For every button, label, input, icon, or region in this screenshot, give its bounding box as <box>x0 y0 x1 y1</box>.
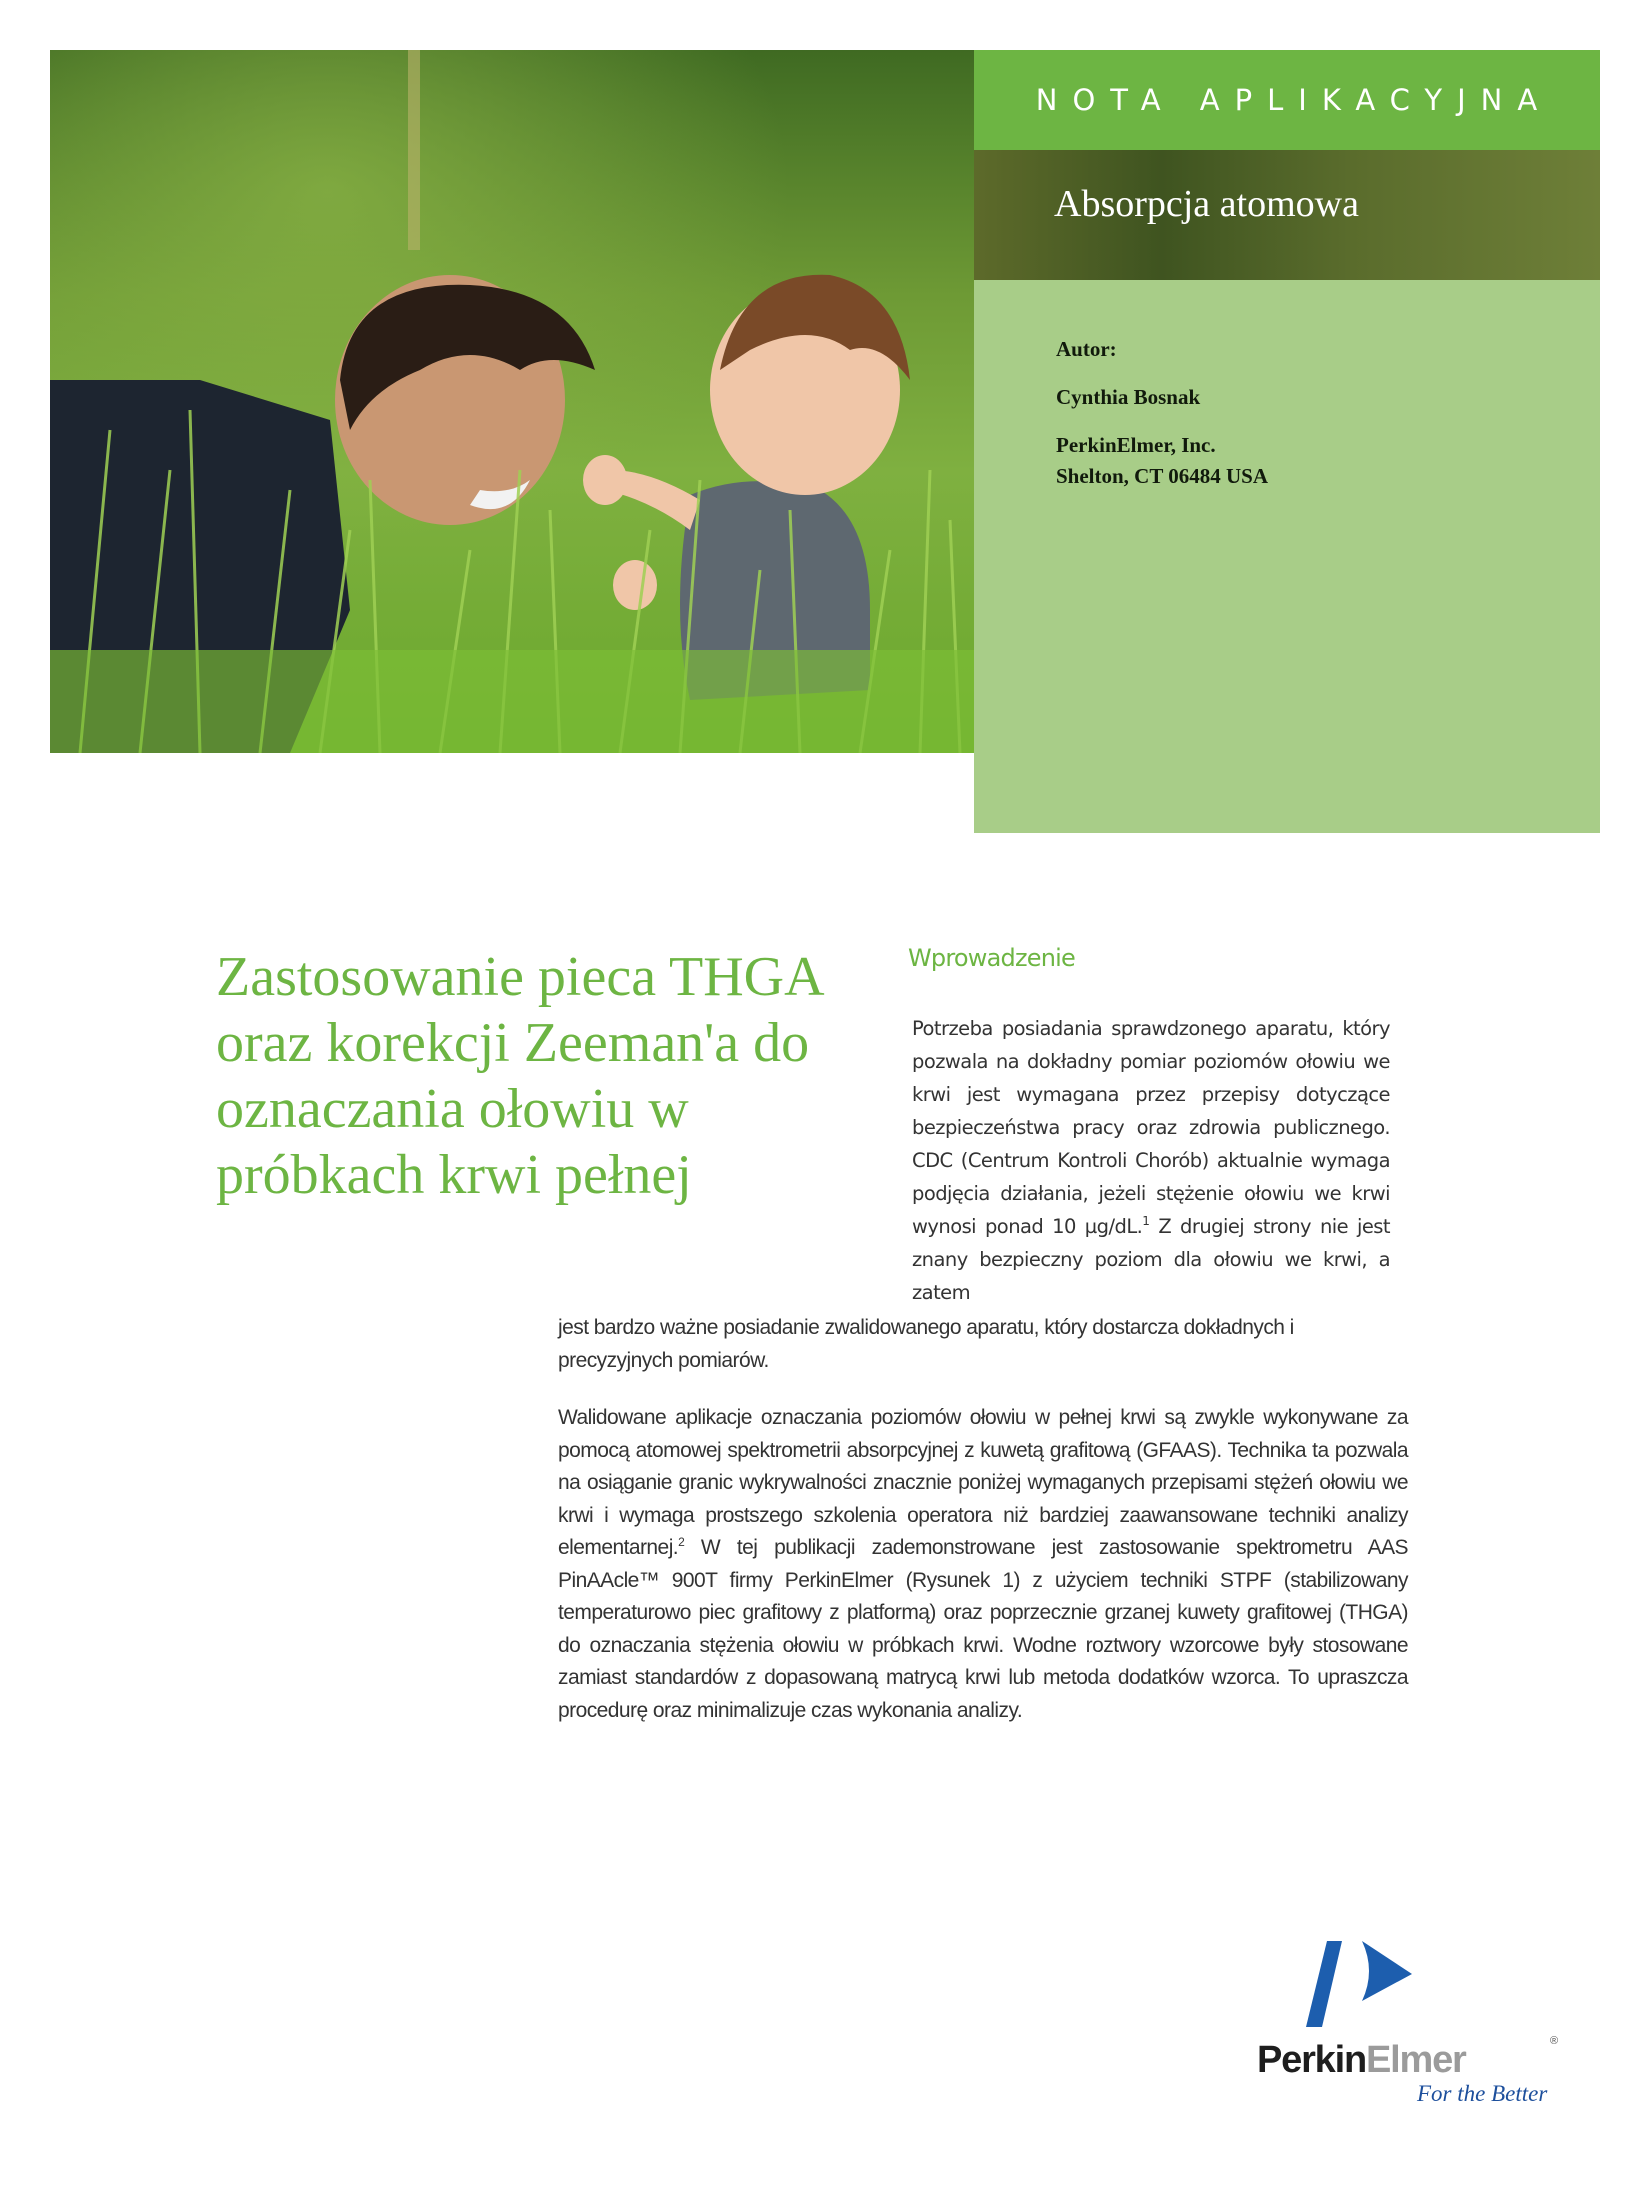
footnote-ref-2[interactable]: 2 <box>678 1535 685 1549</box>
perkinelmer-logo <box>1250 1935 1580 2105</box>
hero-photo <box>50 50 974 753</box>
author-label: Autor: <box>1056 337 1117 361</box>
note-type-label: NOTA APLIKACYJNA <box>1035 83 1553 117</box>
category-label: Absorpcja atomowa <box>1054 183 1359 225</box>
intro-text-part1: Potrzeba posiadania sprawdzonego aparatu, który pozwala na dokładny pomiar poziomów ołowiu we krwi jest wymagana przez przepisy dotyczące bezpieczeństwa pracy oraz zdrowia publicznego. CDC (Centrum Kontroli Chorób) aktualnie wymaga podjęcia działania, jeżeli stężenie ołowiu we krwi wynosi ponad 10 µg/dL. <box>912 1017 1390 1238</box>
author-company: PerkinElmer, Inc. <box>1056 433 1216 457</box>
intro-text-part2: Z drugiej strony nie jest znany bezpieczny poziom dla ołowiu we krwi, a zatem <box>912 1215 1391 1304</box>
section-heading-introduction: Wprowadzenie <box>908 944 1075 972</box>
body-paragraph-1: jest bardzo ważne posiadanie zwalidowanego aparatu, który dostarcza dokładnych i precyzyjnych pomiarów. <box>558 1316 1294 1372</box>
document-title: Zastosowanie pieca THGA oraz korekcji Zeeman'a do oznaczania ołowiu w próbkach krwi pełnej <box>216 946 822 1206</box>
author-address: Shelton, CT 06484 USA <box>1056 464 1268 488</box>
body-paragraph-2 <box>558 1402 1408 1727</box>
author-name: Cynthia Bosnak <box>1056 385 1201 409</box>
paragraph2-text-part2: W tej publikacji zademonstrowane jest zastosowanie spektrometru AAS PinAAcle™ 900T firmy PerkinElmer (Rysunek 1) z użyciem techniki STPF (stabilizowany temperaturowo piec grafitowy z platformą) oraz poprzecznie grzanej kuwety grafitowej (THGA) do oznaczania stężenia ołowiu w próbkach krwi. Wodne roztwory wzorcowe były stosowane zamiast standardów z dopasowaną matrycą krwi lub metoda dodatków wzorca. To upraszcza procedurę oraz minimalizuje czas wykonania analizy. <box>558 1536 1408 1722</box>
intro-paragraph <box>912 1012 1390 1309</box>
logo-wordmark <box>1257 2039 1466 2082</box>
paragraph2-text-part1: Walidowane aplikacje oznaczania poziomów ołowiu w pełnej krwi są zwykle wykonywane za pomocą atomowej spektrometrii absorpcyjnej z kuwetą grafitową (GFAAS). Technika ta pozwala na osiąganie granic wykrywalności znacznie poniżej wymaganych przepisami stężeń ołowiu we krwi i wymaga prostszego szkolenia operatora niż bardziej zaawansowane techniki analizy elementarnej. <box>558 1406 1408 1559</box>
registered-mark: ® <box>1550 2035 1559 2047</box>
logo-word-perkin: Perkin <box>1257 2039 1366 2081</box>
footnote-ref-1[interactable]: 1 <box>1142 1214 1150 1228</box>
photo-father-and-child-in-grass-icon <box>50 50 974 753</box>
logo-tagline: For the Better <box>1417 2081 1548 2106</box>
logo-word-elmer: Elmer <box>1365 2039 1466 2081</box>
note-type-band <box>974 50 1600 150</box>
author-box <box>974 280 1600 833</box>
perkinelmer-p-mark-icon <box>1300 1935 1480 2035</box>
